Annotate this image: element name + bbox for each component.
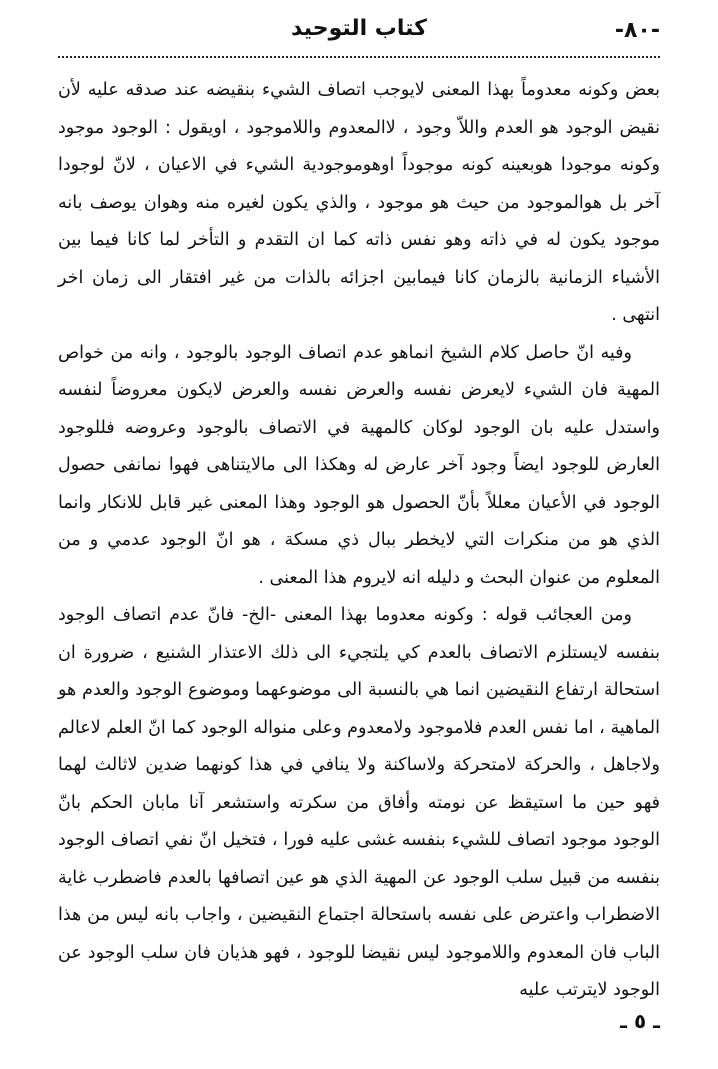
body-text: [58, 72, 660, 1010]
paragraph: وفيه انّ حاصل كلام الشيخ انماهو عدم اتصاف الوجود بالوجود ، وانه من خواص المهية فان الشيء لايعرض نفسه والعرض نفسه والعرض لايكون معروضاً لنفسه واستدل عليه بان الوجود لوكان كالمهية في الاتصاف بالوجود وعروضه فللوجود العارض للوجود ايضاً وجود آخر عارض له وهكذا الى مالايتناهى فهوا نمانفى حصول الوجود في الأعيان معللاً بأنّ الحصول هو الوجود وهذا المعنى غير قابل للانكار وانما الذي هو من منكرات التي لايخطر ببال ذي مسكة ، هو انّ الوجود عدمي و من المعلوم من عنوان البحث و دليله انه لايروم هذا المعنى .: [58, 342, 660, 588]
printer-signature-mark: ـ ٥ ـ: [620, 1009, 660, 1033]
paragraph: بعض وكونه معدوماً بهذا المعنى لايوجب اتصاف الشيء بنقيضه عند صدقه عليه لأن نقيض الوجود هو العدم واللاّ وجود ، لاالمعدوم واللاموجود ، اويقول : الوجود موجود وكونه موجودا هوبعينه كونه موجوداً اوهوموجودية الشيء في الاعيان ، لانّ لوجودا آخر بل هوالموجود من حيث هو موجود ، والذي يكون لغيره منه وهوان يوصف بانه موجود يكون له في ذاته وهو نفس ذاته كما ان التقدم و التأخر لما كانا فيما بين الأشياء الزمانية بالزمان كانا فيمابين اجزائه بالذات من غير افتقار الى زمان اخر انتهى .: [58, 80, 660, 325]
header-divider: [58, 56, 660, 58]
page-header: [58, 10, 660, 50]
paragraph: ومن العجائب قوله : وكونه معدوما بهذا المعنى -الخ- فانّ عدم اتصاف الوجود بنفسه لايستلزم الاتصاف بالعدم كي يلتجيء الى ذلك الاعتذار الشنيع ، ضرورة ان استحالة ارتفاع النقيضين انما هي بالنسبة الى موضوعهما وموضوع الوجود والعدم هو الماهية ، اما نفس العدم فلاموجود ولامعدوم وعلى منواله الوجود كما انّ العلم لاعالم ولاجاهل ، والحركة لامتحركة ولاساكنة ولا ينافي في هذا كونهما ضدين لاثالث لهما فهو حين ما استيقظ عن نومته وأفاق من سكرته واستشعر آنا مابان الحكم بانّ الوجود موجود اتصاف للشيء بنفسه غشى عليه فورا ، فتخيل انّ نفي اتصاف الوجود بنفسه من قبيل سلب الوجود عن المهية الذي هو عين اتصافها بالعدم فاضطرب غاية الاضطراب واعترض على نفسه باستحالة اجتماع النقيضين ، واجاب بانه ليس من هذا الباب فان المعدوم واللاموجود ليس نقيضا للوجود ، فهو هذيان فان سلب الوجود عن الوجود لايترتب عليه: [58, 605, 660, 1000]
page-number: -٨٠-: [614, 18, 660, 43]
book-title: كتاب التوحيد: [291, 16, 427, 41]
